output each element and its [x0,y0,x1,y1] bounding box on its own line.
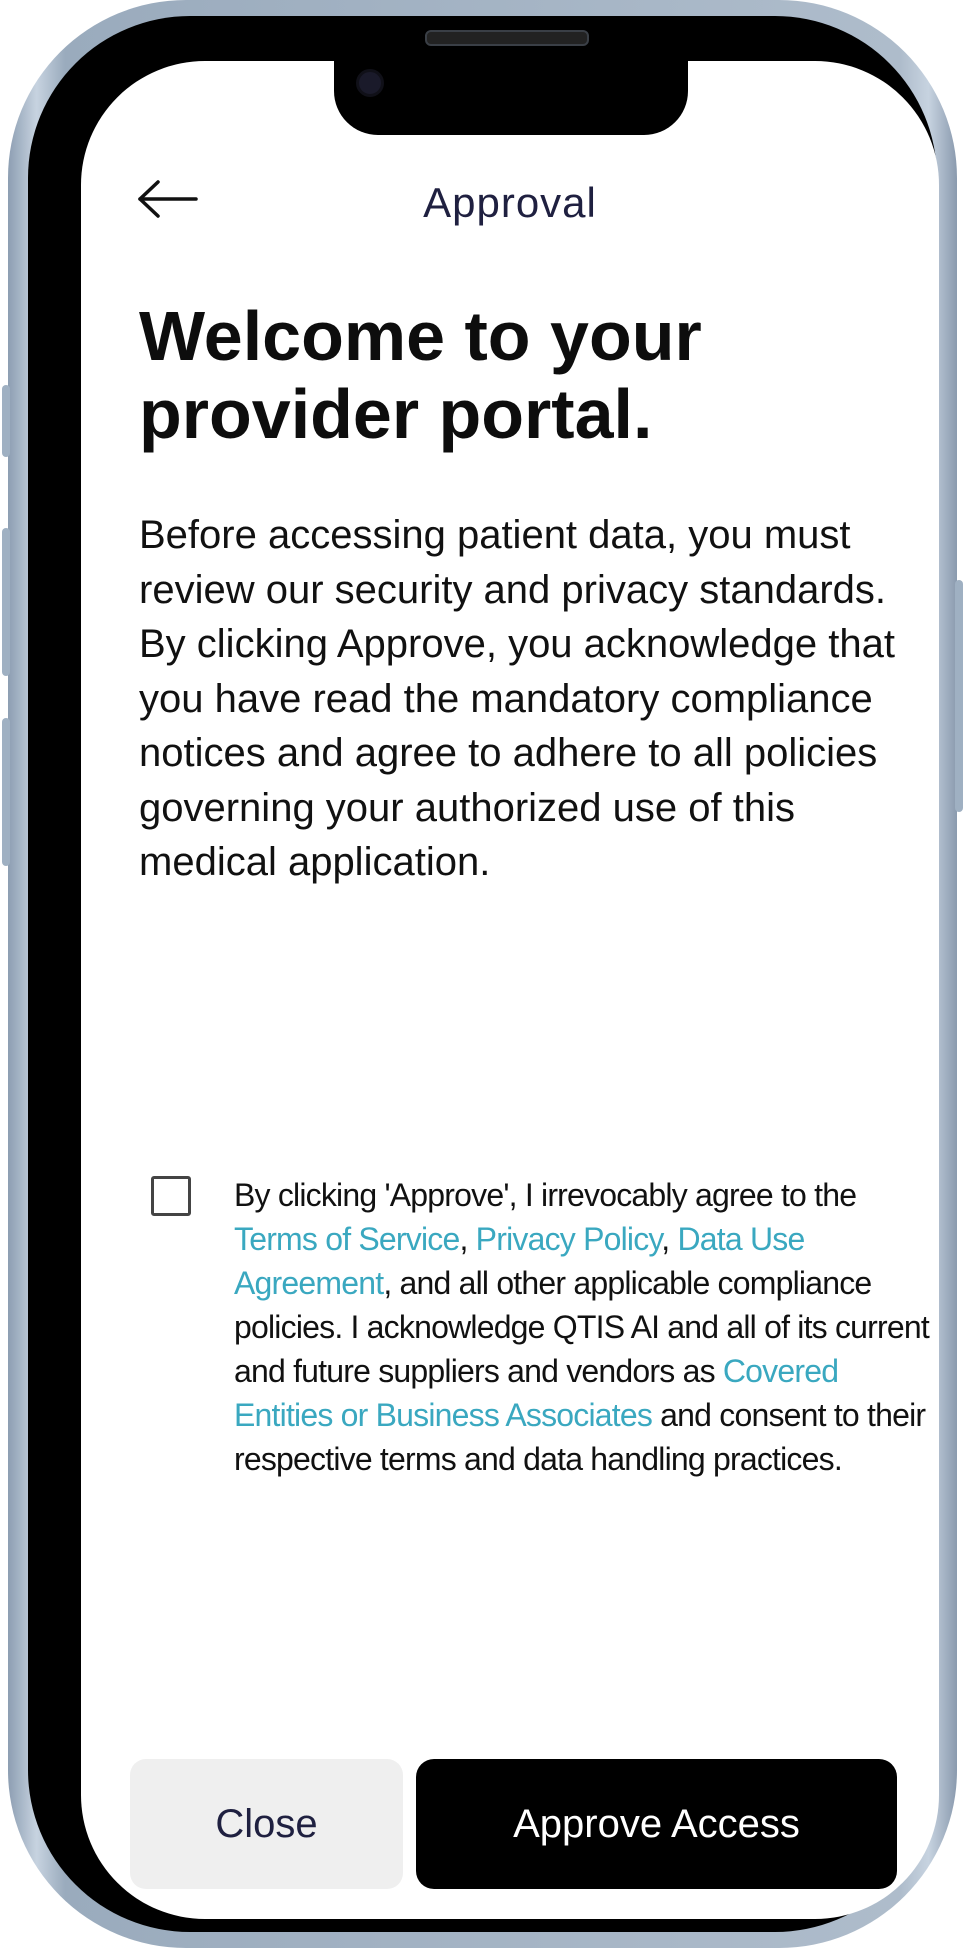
consent-text [234,1173,934,1481]
terms-of-service-link[interactable]: Terms of Service [234,1221,460,1257]
front-camera [356,69,384,97]
screen [81,61,939,1919]
close-button[interactable]: Close [130,1759,403,1889]
consent-text-3: and consent to their respective terms and data handling practices. [234,1397,926,1477]
page-title: Approval [423,179,597,226]
consent-separator-1: , [459,1221,476,1257]
welcome-headline [139,297,899,453]
power-button [955,580,963,812]
earpiece-speaker [425,30,589,46]
consent-separator-2: , [661,1221,678,1257]
consent-text-1: By clicking 'Approve', I irrevocably agree to the [234,1177,857,1213]
silent-switch [2,385,10,457]
phone-bezel [28,16,937,1932]
volume-up-button [2,528,10,676]
notch [334,61,688,135]
headline-line-2: provider portal. [139,375,653,453]
privacy-policy-link[interactable]: Privacy Policy [475,1221,662,1257]
volume-down-button [2,718,10,866]
phone-frame [8,0,957,1948]
headline-line-1: Welcome to your [139,297,702,375]
consent-checkbox[interactable] [151,1176,191,1216]
data-use-agreement-link[interactable]: Data Use Agreement [234,1221,805,1301]
consent-text-2: , and all other applicable compliance policies. I acknowledge QTIS AI and all of its current and future suppliers and vendors as [234,1265,929,1389]
intro-paragraph: Before accessing patient data, you must review our security and privacy standards. By clicking Approve, you acknowledge that you have read the mandatory compliance notices and agree to adhere to all policies governing your authorized use of this medical application. [139,513,895,884]
approve-access-button[interactable]: Approve Access [416,1759,897,1889]
covered-entities-link[interactable]: Covered Entities or Business Associates [234,1353,839,1433]
